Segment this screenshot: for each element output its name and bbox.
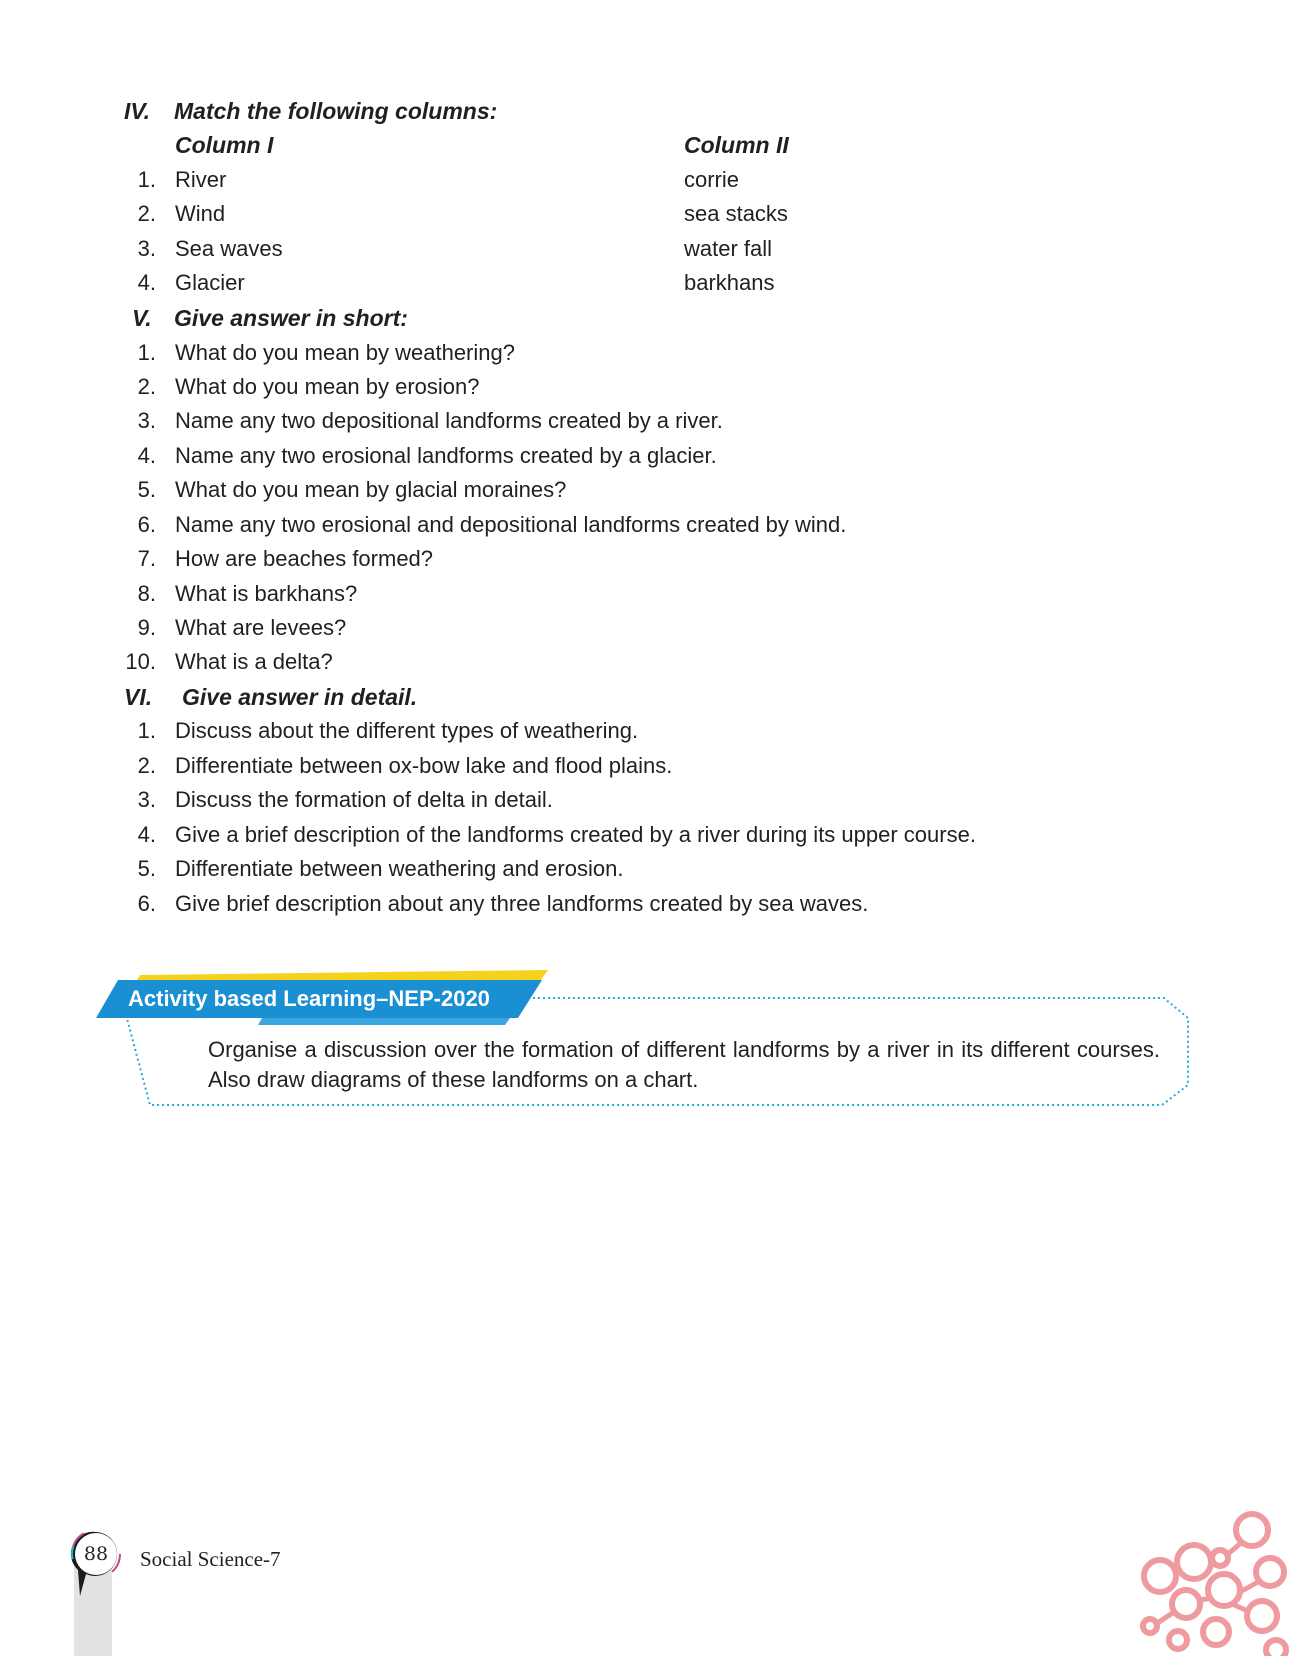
match-row [0, 269, 1296, 303]
question-number: 9. [137, 615, 156, 640]
book-title: Social Science-7 [140, 1547, 281, 1571]
decor-link [1174, 1568, 1178, 1570]
question-number: 5. [137, 477, 156, 502]
match-section-title: Match the following columns: [174, 98, 498, 124]
match-col2-item: water fall [684, 236, 773, 261]
match-row-number: 1. [137, 167, 156, 192]
short-section-number: V. [132, 305, 152, 331]
detail-question [0, 821, 1296, 855]
match-section-number: IV. [124, 98, 151, 124]
footer-tab [0, 1520, 140, 1656]
decor-ring [1203, 1619, 1229, 1645]
decorative-ring-cluster [1120, 1500, 1296, 1656]
match-row [0, 235, 1296, 269]
question-text: Name any two depositional landforms created by a river. [175, 408, 723, 433]
question-text: How are beaches formed? [175, 546, 434, 571]
question-text: Discuss the formation of delta in detail. [175, 787, 553, 812]
column1-heading: Column I [175, 132, 274, 158]
question-number: 6. [137, 512, 156, 537]
match-col1-item: Sea waves [175, 236, 283, 261]
decor-ring [1212, 1550, 1228, 1566]
decor-ring [1172, 1590, 1200, 1618]
detail-section-title: Give answer in detail. [182, 684, 418, 710]
detail-question [0, 786, 1296, 820]
decor-ring [1144, 1560, 1176, 1592]
short-question [0, 339, 1296, 373]
decor-ring [1169, 1631, 1187, 1649]
match-col1-item: River [175, 167, 227, 192]
short-question [0, 545, 1296, 579]
short-question [0, 580, 1296, 614]
short-question [0, 442, 1296, 476]
question-text: Differentiate between ox-bow lake and flood plains. [175, 753, 673, 778]
question-text: Give brief description about any three landforms created by sea waves. [175, 891, 869, 916]
question-text: What do you mean by erosion? [175, 374, 480, 399]
match-col2-item: sea stacks [684, 201, 788, 226]
short-section-title: Give answer in short: [174, 305, 408, 331]
question-number: 1. [137, 340, 156, 365]
decor-link [1228, 1542, 1242, 1554]
detail-section-number: VI. [124, 684, 153, 710]
match-col2-item: barkhans [684, 270, 775, 295]
question-text: What is barkhans? [175, 581, 358, 606]
question-number: 4. [137, 443, 156, 468]
match-section-heading [124, 97, 724, 125]
short-question [0, 407, 1296, 441]
match-row-number: 4. [137, 270, 156, 295]
decor-link [1218, 1618, 1220, 1620]
question-text: Discuss about the different types of weathering. [175, 718, 639, 743]
question-text: Give a brief description of the landforms created by a river during its upper course. [175, 822, 976, 847]
activity-text: Organise a discussion over the formation of different landforms by a river in its different courses. Also draw diagrams of these landforms on a chart. [208, 1037, 1160, 1092]
question-text: What is a delta? [175, 649, 333, 674]
short-question [0, 614, 1296, 648]
decor-ring [1208, 1574, 1240, 1606]
column2-heading: Column II [684, 132, 789, 158]
detail-section-heading [124, 683, 724, 711]
decor-link [1200, 1598, 1212, 1600]
question-number: 10. [125, 649, 156, 674]
detail-question [0, 717, 1296, 751]
activity-title: Activity based Learning–NEP-2020 [128, 986, 490, 1011]
match-row-number: 3. [137, 236, 156, 261]
detail-question [0, 890, 1296, 924]
decor-ring [1256, 1558, 1284, 1586]
question-number: 2. [137, 753, 156, 778]
short-question [0, 373, 1296, 407]
question-text: Differentiate between weathering and erosion. [175, 856, 624, 881]
decor-ring [1247, 1601, 1277, 1631]
question-number: 5. [137, 856, 156, 881]
match-col1-item: Glacier [175, 270, 245, 295]
short-question [0, 511, 1296, 545]
question-number: 1. [137, 718, 156, 743]
match-row-number: 2. [137, 201, 156, 226]
detail-question [0, 752, 1296, 786]
question-number: 3. [137, 787, 156, 812]
match-col1-item: Wind [175, 201, 226, 226]
question-number: 3. [137, 408, 156, 433]
question-number: 2. [137, 374, 156, 399]
decor-ring [1177, 1545, 1211, 1579]
decor-link [1156, 1612, 1174, 1624]
short-question [0, 648, 1296, 682]
short-section-heading [132, 304, 732, 332]
question-number: 7. [137, 546, 156, 571]
question-text: What do you mean by weathering? [175, 340, 515, 365]
match-row [0, 166, 1296, 200]
activity-blue-underline [258, 1018, 510, 1025]
question-text: Name any two erosional landforms created by a glacier. [175, 443, 717, 468]
match-row [0, 200, 1296, 234]
question-number: 8. [137, 581, 156, 606]
question-number: 4. [137, 822, 156, 847]
decor-ring [1266, 1640, 1286, 1656]
detail-question [0, 855, 1296, 889]
page-number: 88 [83, 1543, 109, 1565]
question-number: 6. [137, 891, 156, 916]
question-text: What do you mean by glacial moraines? [175, 477, 567, 502]
question-text: Name any two erosional and depositional landforms created by wind. [175, 512, 847, 537]
decor-ring [1143, 1619, 1157, 1633]
short-question [0, 476, 1296, 510]
question-text: What are levees? [175, 615, 347, 640]
match-col2-item: corrie [684, 167, 740, 192]
